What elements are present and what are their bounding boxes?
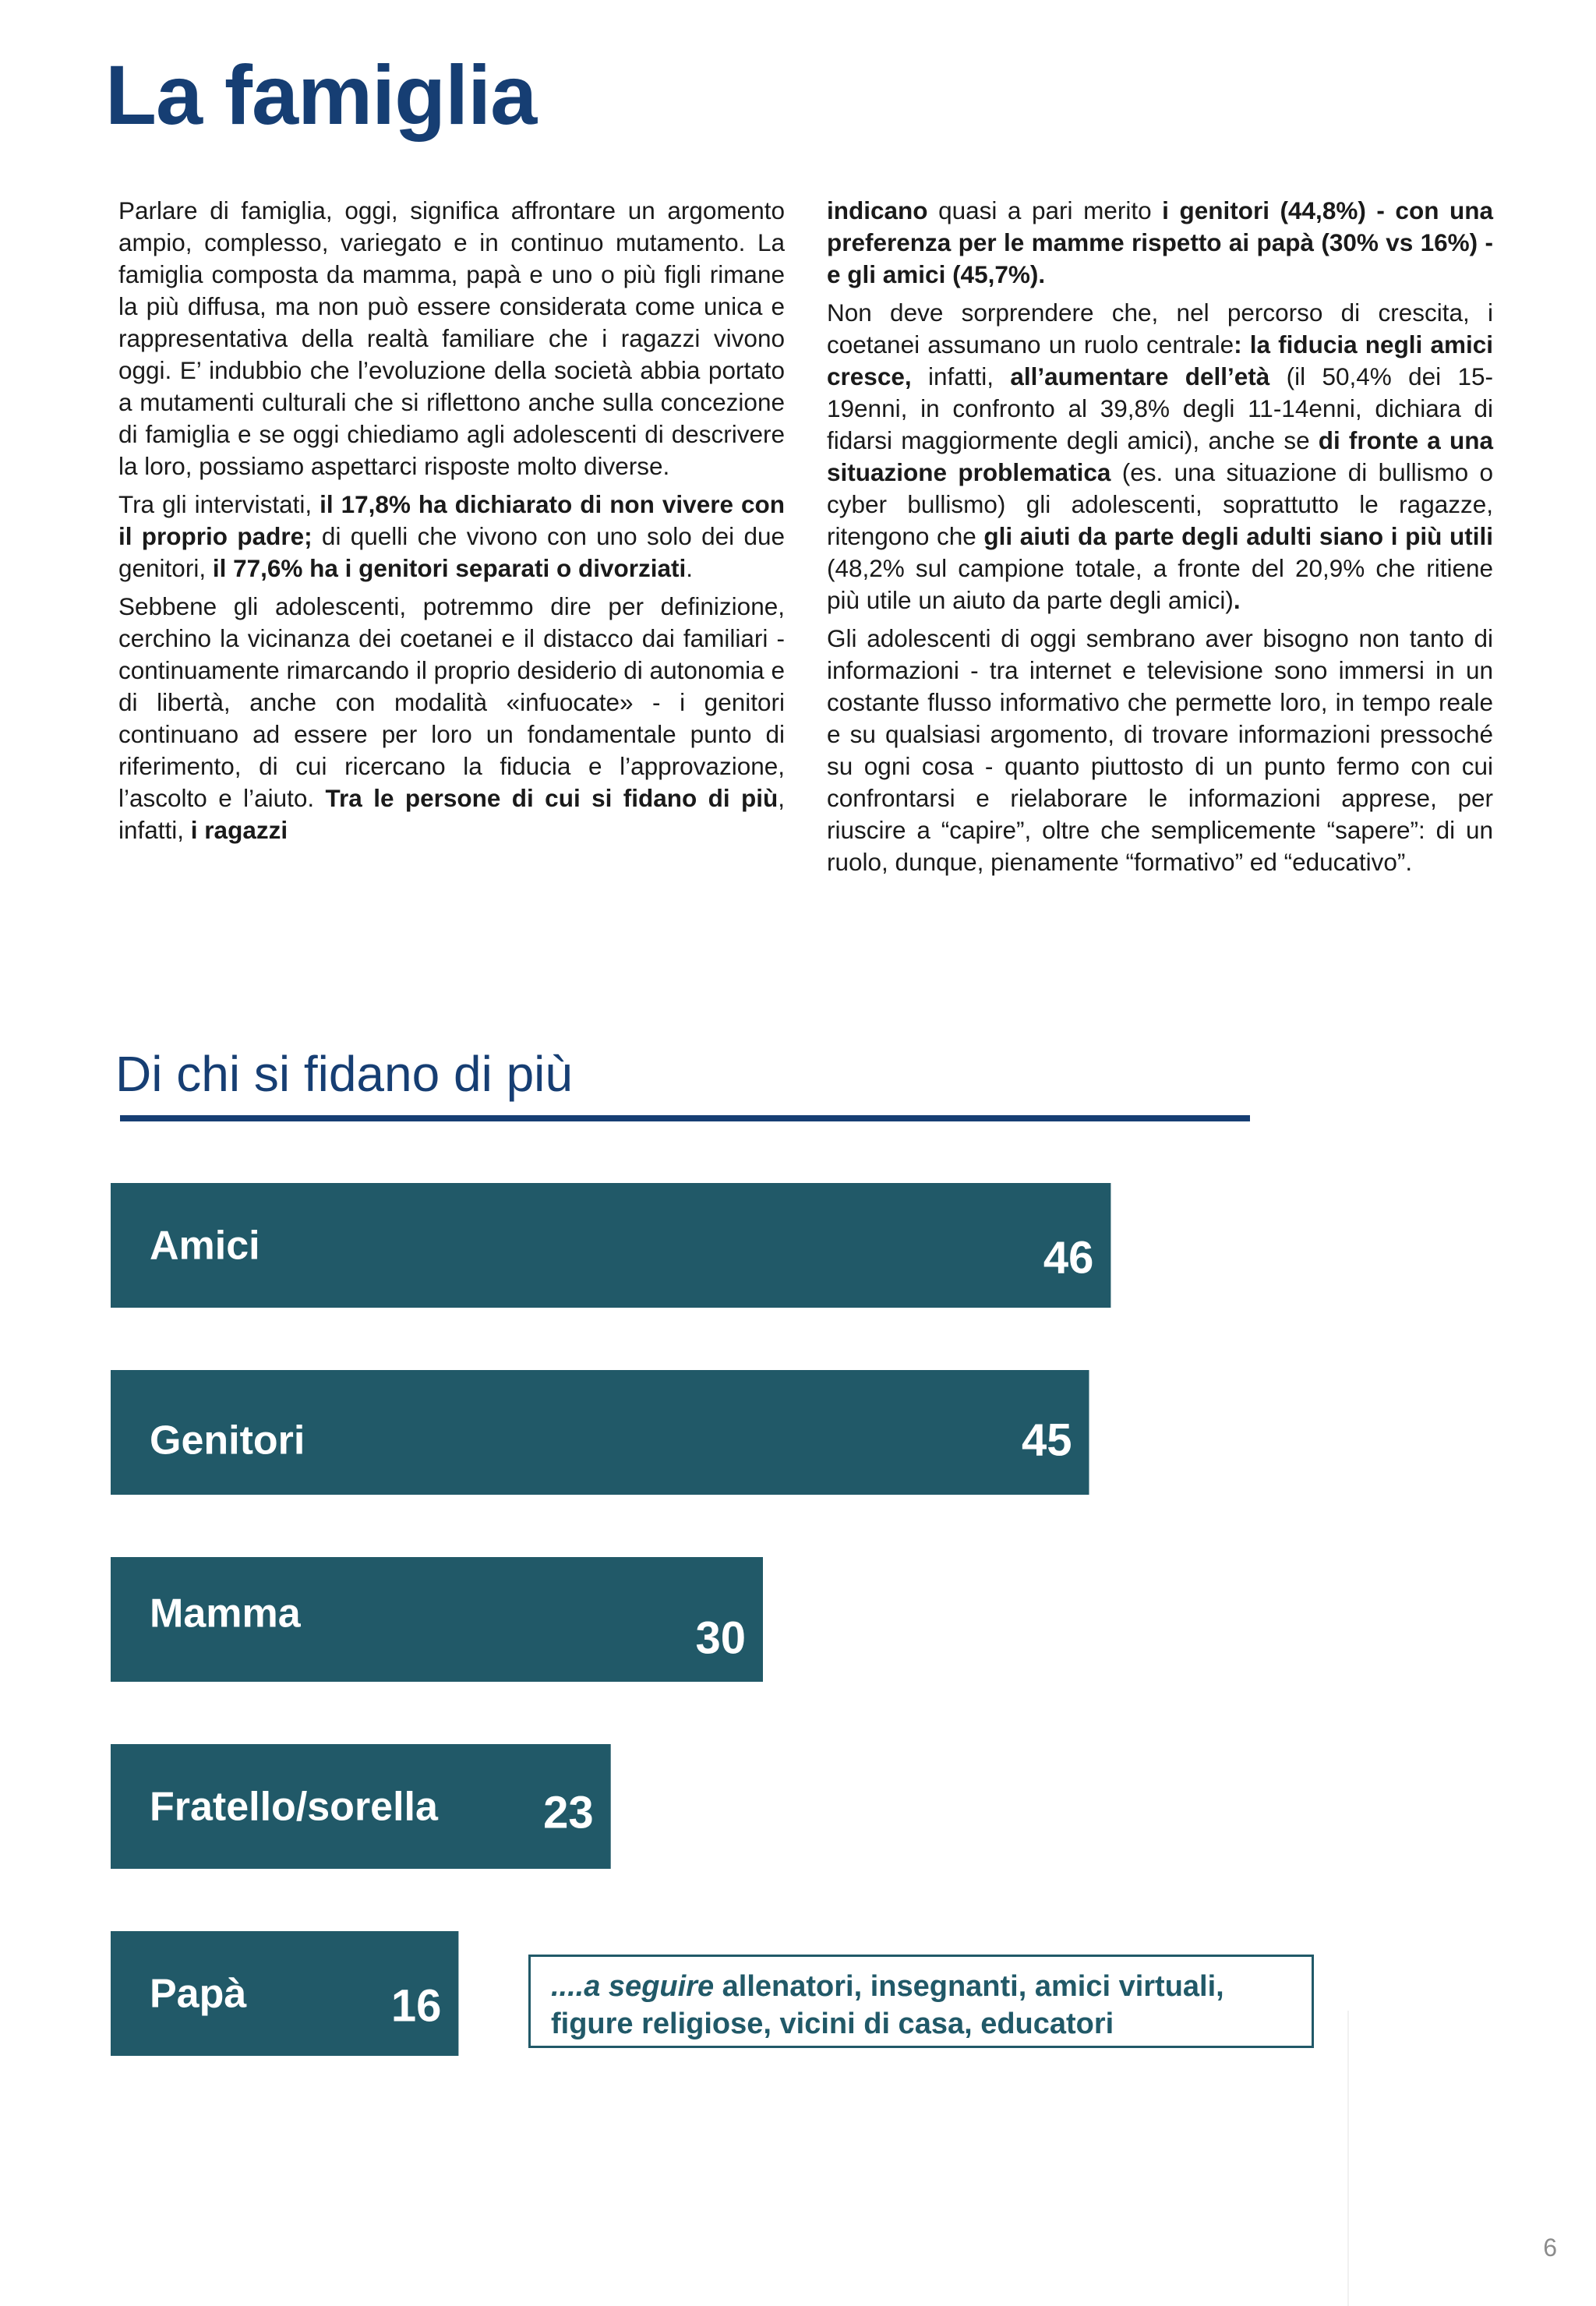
text-run: .	[686, 554, 694, 582]
note-text: allenatori, insegnanti, amici virtuali, figure religiose, vicini di casa, educatori	[551, 1970, 1224, 2040]
bold-text: .	[1233, 586, 1241, 614]
bar-value-label: 16	[390, 1980, 442, 2032]
text-run: Gli adolescenti di oggi sembrano aver bisogno non tanto di informazioni - tra internet e televisione sono immersi in un costante flusso informativo che permette loro, in tempo reale e su qualsiasi argomento, di trovare informazioni pressoché su ogni cosa - quanto piuttosto di un punto fermo con cui confrontarsi e rielaborare le informazioni apprese, per riuscire a “capire”, oltre che semplicemente “sapere”: di un ruolo, dunque, pienamente “formativo” ed “educativo”.	[827, 624, 1493, 876]
bold-text: : la fiducia negli amici cresce,	[827, 330, 1493, 390]
note-italic: ....a seguire	[551, 1970, 715, 2003]
text-run: , infatti,	[118, 784, 785, 844]
text-run: (48,2% sul campione totale, a fronte del 20,9% che ritiene più utile un aiuto da parte degli amici)	[827, 554, 1493, 614]
bold-text: indicano	[827, 196, 928, 224]
page-title: La famiglia	[105, 48, 537, 142]
bar-amici	[111, 1183, 1110, 1308]
side-divider	[1347, 2011, 1349, 2306]
text-run: di quelli che vivono con uno solo dei due genitori,	[118, 522, 785, 582]
note-box	[528, 1955, 1314, 2048]
chart-title: Di chi si fidano di più	[115, 1046, 573, 1102]
bar-value-label: 45	[1021, 1414, 1072, 1466]
text-run: quasi a pari merito	[927, 196, 1163, 224]
bar-label: Mamma	[150, 1591, 301, 1637]
text-run: Parlare di famiglia, oggi, significa affrontare un argomento ampio, complesso, variegato e in continuo mutamento. La famiglia composta da mamma, papà e uno o più figli rimane la più diffusa, ma non può essere considerata come unica e rappresentativa della realtà familiare che i ragazzi vivono oggi. E’ indubbio che l’evoluzione della società abbia portato a mutamenti culturali che si riflettono anche sulla concezione di famiglia e se oggi chiediamo agli adolescenti di descrivere la loro, possiamo aspettarci risposte molto diverse.	[118, 196, 785, 480]
text-run: Non deve sorprendere che, nel percorso di crescita, i coetanei assumano un ruolo centrale	[827, 298, 1493, 358]
bold-text: gli aiuti da parte degli adulti siano i più utili	[983, 522, 1493, 550]
text-run: (es. una situazione di bullismo o cyber bullismo) gli adolescenti, soprattutto le ragazze, ritengono che	[827, 458, 1493, 550]
bar-label: Genitori	[150, 1418, 305, 1464]
bold-text: all’aumentare dell’età	[1010, 362, 1270, 390]
page-number: 6	[1543, 2234, 1557, 2262]
bold-text: di fronte a una situazione problematica	[827, 426, 1493, 486]
bold-text: i ragazzi	[190, 816, 288, 844]
bar-value-label: 30	[695, 1612, 746, 1664]
bar-label: Amici	[150, 1223, 260, 1269]
bold-text: il 17,8% ha dichiarato di non vivere con il proprio padre;	[118, 490, 785, 550]
bold-text: i genitori (44,8%) - con una preferenza per le mamme rispetto ai papà (30% vs 16%) - e gli amici (45,7%).	[827, 196, 1493, 288]
bar-label: Papà	[150, 1971, 247, 2017]
text-run: Tra gli intervistati,	[118, 490, 320, 518]
bar-value-label: 23	[543, 1787, 594, 1838]
bold-text: Tra le persone di cui si fidano di più	[325, 784, 779, 812]
bar-label: Fratello/sorella	[150, 1784, 438, 1830]
bold-text: il 77,6% ha i genitori separati o divorziati	[212, 554, 687, 582]
bar-value-label: 46	[1043, 1232, 1094, 1284]
text-run: Sebbene gli adolescenti, potremmo dire per definizione, cerchino la vicinanza dei coetanei e il distacco dai familiari - continuamente rimarcando il proprio desiderio di autonomia e di libertà, anche con modalità «infuocate» - i genitori continuano ad essere per loro un fondamentale punto di riferimento, di cui ricercano la fiducia e l’approvazione, l’ascolto e l’aiuto.	[118, 592, 785, 812]
text-run: (il 50,4% dei 15-19enni, in confronto al 39,8% degli 11-14enni, dichiara di fidarsi maggiormente degli amici), anche se	[827, 362, 1494, 454]
text-run: infatti,	[911, 362, 1011, 390]
